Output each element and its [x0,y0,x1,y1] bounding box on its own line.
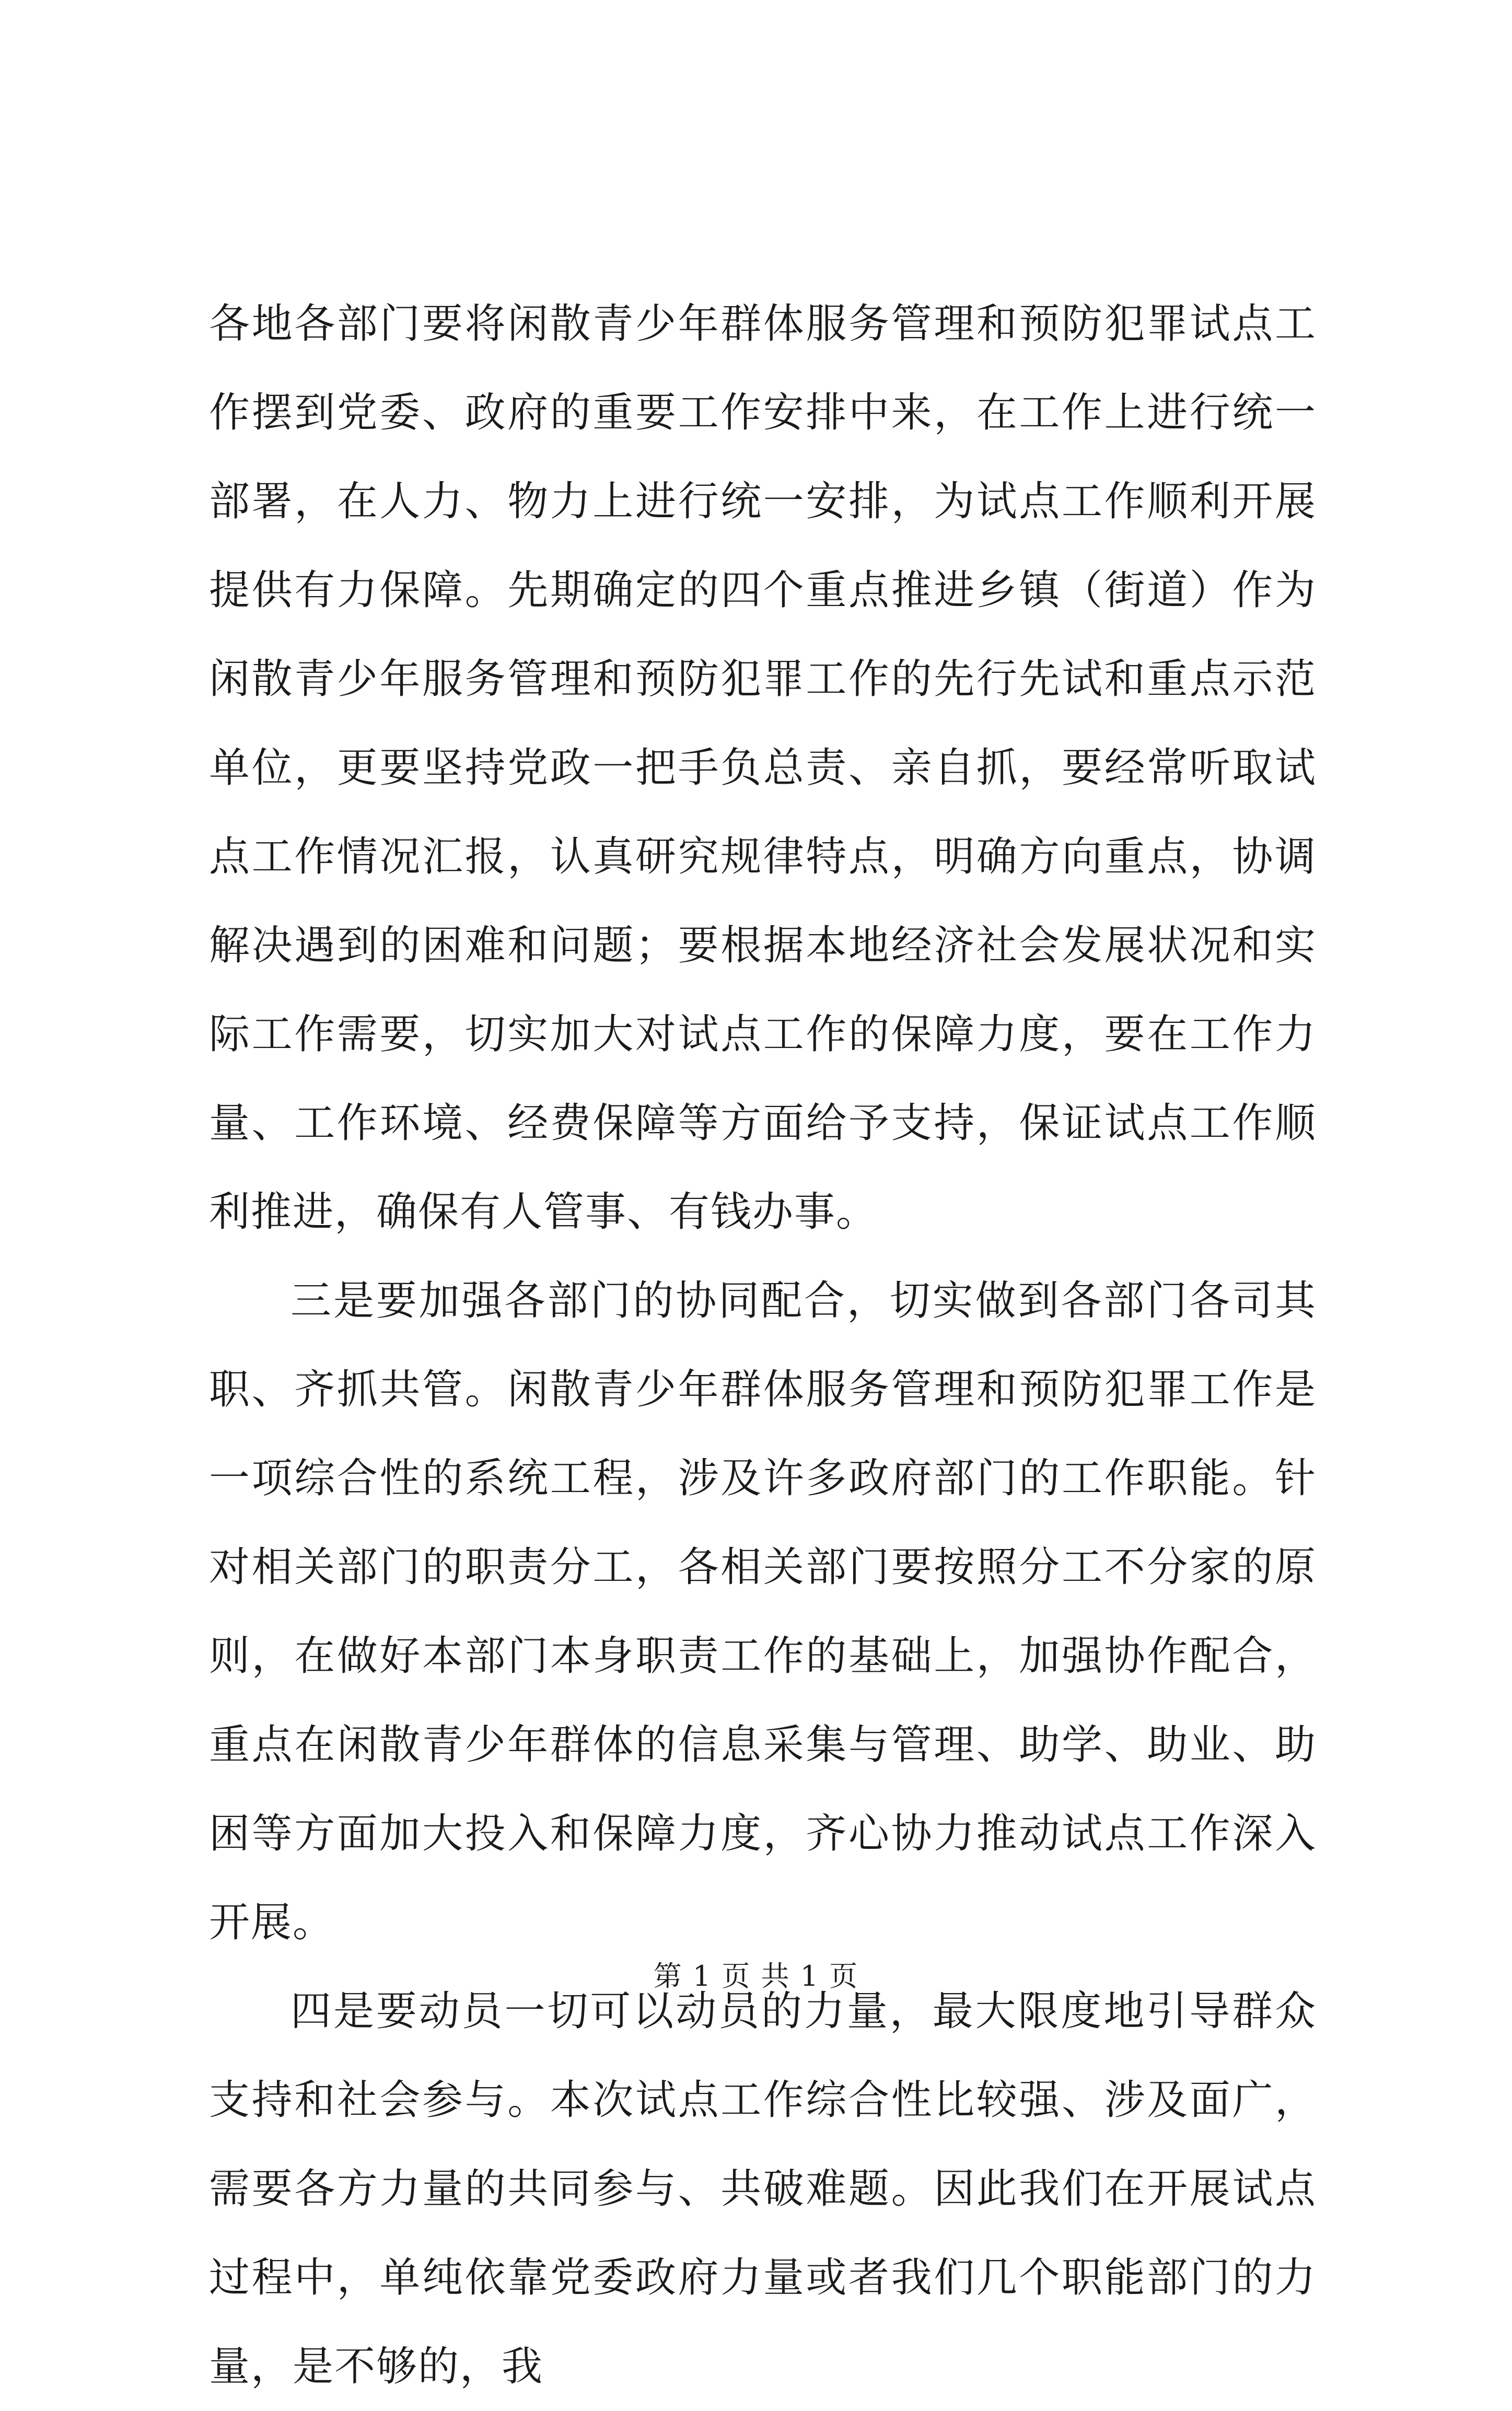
document-body [209,279,1317,2411]
paragraph-3: 四是要动员一切可以动员的力量，最大限度地引导群众支持和社会参与。本次试点工作综合性比较强、涉及面广，需要各方力量的共同参与、共破难题。因此我们在开展试点过程中，单纯依靠党委政府力量或者我们几个职能部门的力量，是不够的，我 [209,1988,1317,2390]
page-footer: 第 1 页 共 1 页 [653,1960,859,1993]
paragraph-1: 各地各部门要将闲散青少年群体服务管理和预防犯罪试点工作摆到党委、政府的重要工作安排中来，在工作上进行统一部署，在人力、物力上进行统一安排，为试点工作顺利开展提供有力保障。先期确定的四个重点推进乡镇（街道）作为闲散青少年服务管理和预防犯罪工作的先行先试和重点示范单位，更要坚持党政一把手负总责、亲自抓，要经常听取试点工作情况汇报，认真研究规律特点，明确方向重点，协调解决遇到的困难和问题；要根据本地经济社会发展状况和实际工作需要，切实加大对试点工作的保障力度，要在工作力量、工作环境、经费保障等方面给予支持，保证试点工作顺利推进，确保有人管事、有钱办事。 [209,300,1317,1236]
paragraph-2: 三是要加强各部门的协同配合，切实做到各部门各司其职、齐抓共管。闲散青少年群体服务管理和预防犯罪工作是一项综合性的系统工程，涉及许多政府部门的工作职能。针对相关部门的职责分工，各相关部门要按照分工不分家的原则，在做好本部门本身职责工作的基础上，加强协作配合，重点在闲散青少年群体的信息采集与管理、助学、助业、助困等方面加大投入和保障力度，齐心协力推动试点工作深入开展。 [209,1277,1317,1946]
